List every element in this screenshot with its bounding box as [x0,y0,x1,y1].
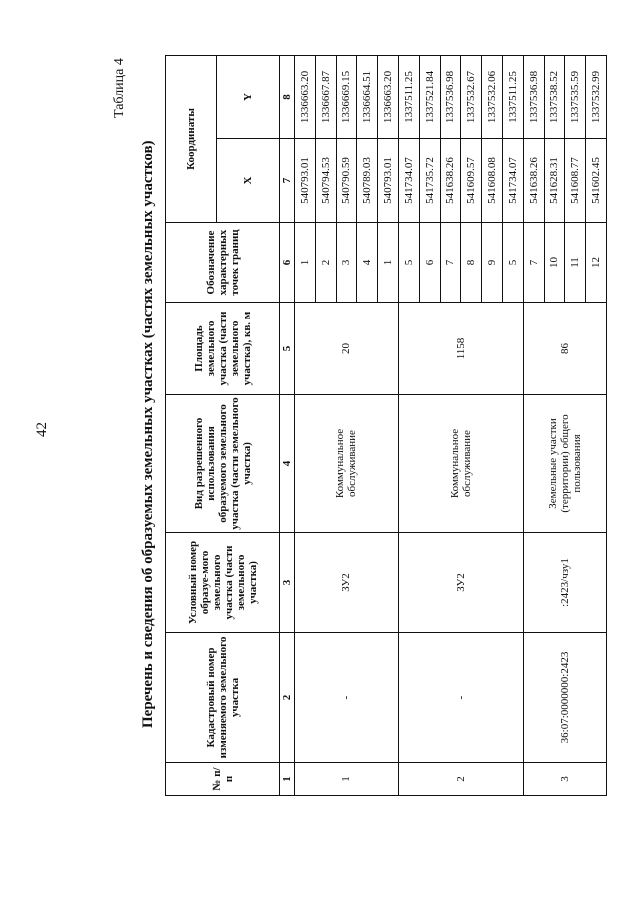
row-area: 86 [523,303,606,395]
point-id: 1 [295,223,316,303]
point-y: 1336663.20 [378,55,399,138]
row-use-type: Коммунальное обслуживание [398,395,523,533]
header-coords: Координаты [166,55,217,222]
row-cond-number: ЗУ2 [295,533,399,633]
point-y: 1336669.15 [336,55,357,138]
point-y: 1336663.20 [295,55,316,138]
header-area: Площадь земельного участка (части земельного участка), кв. м [166,303,280,395]
row-area: 20 [295,303,399,395]
point-y: 1336664.51 [357,55,378,138]
page-number: 42 [34,422,50,437]
point-id: 3 [336,223,357,303]
row-cadastral: - [398,633,523,763]
parcels-table-container [165,56,607,796]
column-number: 3 [280,533,295,633]
row-cond-number: ЗУ2 [398,533,523,633]
point-id: 8 [461,223,482,303]
point-x: 541735.72 [419,139,440,223]
header-x: X [217,139,280,223]
point-id: 4 [357,223,378,303]
column-number: 7 [280,139,295,223]
point-id: 6 [419,223,440,303]
point-x: 541628.31 [544,139,565,223]
point-id: 5 [502,223,523,303]
row-num: 3 [523,763,606,796]
table-row [523,55,544,795]
point-y: 1336667.87 [315,55,336,138]
point-y: 1337535.59 [565,55,586,138]
point-x: 540790.59 [336,139,357,223]
point-id: 7 [440,223,461,303]
point-y: 1337536.98 [440,55,461,138]
point-y: 1337532.67 [461,55,482,138]
header-cond-number: Условный номер образуе-мого земельного участка (части земельного участка) [166,533,280,633]
point-y: 1337536.98 [523,55,544,138]
point-id: 7 [523,223,544,303]
point-x: 541602.45 [586,139,607,223]
point-x: 541638.26 [440,139,461,223]
table-caption: Таблица 4 [112,58,127,118]
row-use-type: Коммунальное обслуживание [295,395,399,533]
point-x: 540793.01 [378,139,399,223]
row-area: 1158 [398,303,523,395]
point-x: 540794.53 [315,139,336,223]
column-number: 4 [280,395,295,533]
document-title: Перечень и сведения об образуемых земельных участках (частях земельных участков) [140,140,156,728]
table-row [295,55,316,795]
point-y: 1337511.25 [398,55,419,138]
point-y: 1337532.99 [586,55,607,138]
row-cond-number: :2423/чзу1 [523,533,606,633]
header-points: Обозначение характерных точек границ [166,223,280,303]
table-row [398,55,419,795]
point-id: 9 [482,223,503,303]
point-x: 541734.07 [502,139,523,223]
point-id: 12 [586,223,607,303]
point-id: 5 [398,223,419,303]
table-head [166,55,295,795]
point-id: 10 [544,223,565,303]
point-y: 1337538.52 [544,55,565,138]
point-id: 2 [315,223,336,303]
point-y: 1337521.84 [419,55,440,138]
row-num: 2 [398,763,523,796]
header-use-type: Вид разрешенного использования образуемого земельного участка (части земельного участка) [166,395,280,533]
column-number: 1 [280,763,295,796]
row-cadastral: 36:07:0000000:2423 [523,633,606,763]
point-id: 1 [378,223,399,303]
row-cadastral: - [295,633,399,763]
header-cadastral: Кадастровый номер изменяемого земельного участка [166,633,280,763]
point-x: 541734.07 [398,139,419,223]
point-id: 11 [565,223,586,303]
row-use-type: Земельные участки (территории) общего пользования [523,395,606,533]
point-x: 541638.26 [523,139,544,223]
point-x: 540789.03 [357,139,378,223]
point-x: 541609.57 [461,139,482,223]
column-number: 8 [280,55,295,138]
column-number: 5 [280,303,295,395]
point-x: 541608.77 [565,139,586,223]
column-number: 2 [280,633,295,763]
column-number: 6 [280,223,295,303]
row-num: 1 [295,763,399,796]
parcels-table [165,55,607,796]
point-x: 540793.01 [295,139,316,223]
header-y: Y [217,55,280,138]
table-body [295,55,607,795]
header-num: № п/п [166,763,280,796]
point-x: 541608.08 [482,139,503,223]
point-y: 1337532.06 [482,55,503,138]
point-y: 1337511.25 [502,55,523,138]
